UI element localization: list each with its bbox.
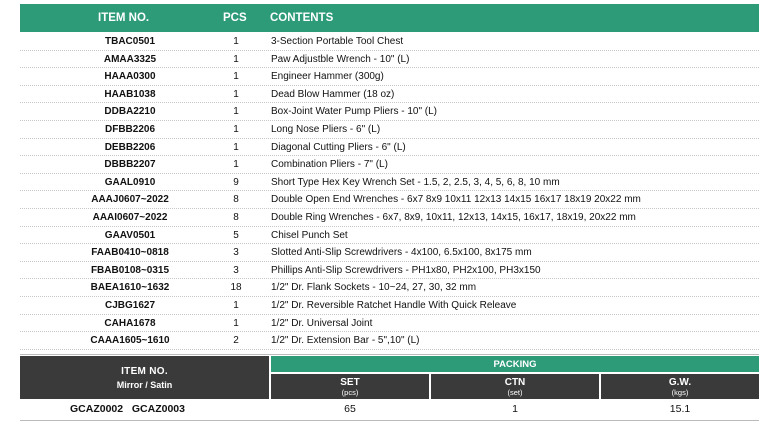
item-contents: Long Nose Pliers - 6" (L) (271, 124, 381, 135)
item-number: DEBB2206 (104, 141, 156, 153)
table-row (20, 332, 759, 350)
item-number: AAAI0607~2022 (92, 212, 168, 223)
item-contents: Paw Adjustble Wrench - 10" (L) (271, 53, 410, 65)
footer-item-header (20, 356, 269, 399)
gw-value: 15.1 (669, 403, 691, 415)
item-pcs: 1 (233, 300, 239, 311)
table-row (20, 174, 759, 192)
table-row (20, 227, 759, 245)
item-pcs: 8 (233, 194, 239, 206)
item-pcs: 1 (233, 124, 239, 135)
table-row (20, 191, 759, 209)
item-number: HAAA0300 (104, 71, 156, 83)
item-contents: 1/2" Dr. Extension Bar - 5",10" (L) (271, 335, 420, 347)
item-contents: Combination Pliers - 7" (L) (271, 159, 388, 171)
table-row (20, 156, 759, 174)
set-value: 65 (344, 403, 356, 415)
gw-unit: (kgs) (671, 388, 689, 397)
item-number: HAAB1038 (104, 88, 156, 100)
item-number: AMAA3325 (103, 53, 157, 65)
table-row (20, 33, 759, 51)
ctn-value: 1 (512, 403, 518, 415)
table-row (20, 51, 759, 69)
item-contents: 1/2" Dr. Flank Sockets - 10~24, 27, 30, 32 mm (271, 282, 477, 294)
item-pcs: 9 (233, 176, 239, 188)
item-pcs: 1 (233, 36, 239, 47)
table-row (20, 68, 759, 86)
table-divider (20, 354, 759, 355)
item-pcs: 1 (233, 317, 239, 329)
gw-label: G.W. (668, 377, 692, 388)
table-row (20, 209, 759, 227)
packing-header: PACKING (271, 356, 759, 372)
set-label: SET (340, 377, 360, 388)
footer-item-no-label: ITEM NO. (121, 366, 168, 377)
table-row (20, 86, 759, 104)
gw-column-header (601, 374, 759, 399)
table-row (20, 103, 759, 121)
header-contents: CONTENTS (270, 12, 334, 24)
item-contents: Engineer Hammer (300g) (271, 71, 384, 83)
item-contents: Double Ring Wrenches - 6x7, 8x9, 10x11, 12x13, 14x15, 16x17, 18x19, 20x22 mm (271, 212, 636, 223)
item-number: DFBB2206 (104, 124, 156, 135)
item-contents: 1/2" Dr. Universal Joint (271, 317, 373, 329)
item-number: TBAC0501 (104, 36, 156, 47)
header-pcs: PCS (223, 12, 247, 24)
item-number: DDBA2210 (104, 106, 156, 118)
item-pcs: 1 (233, 159, 239, 171)
item-contents: 3-Section Portable Tool Chest (271, 36, 404, 47)
item-pcs: 3 (233, 264, 239, 276)
item-number: CAAA1605~1610 (90, 335, 170, 347)
table-row (20, 244, 759, 262)
footer-finish-label: Mirror / Satin (116, 380, 173, 390)
ctn-column-header (431, 374, 599, 399)
table-row (20, 139, 759, 157)
ctn-unit: (set) (507, 388, 523, 397)
item-number: CAHA1678 (104, 317, 156, 329)
item-number: BAEA1610~1632 (90, 282, 170, 294)
item-pcs: 18 (230, 282, 242, 294)
item-number: DBBB2207 (104, 159, 156, 171)
item-number: FAAB0410~0818 (91, 247, 169, 259)
set-column-header (271, 374, 429, 399)
item-number: AAAJ0607~2022 (91, 194, 169, 206)
item-contents: Box-Joint Water Pump Pliers - 10" (L) (271, 106, 438, 118)
table-row (20, 297, 759, 315)
table-header (20, 4, 759, 32)
item-pcs: 1 (233, 88, 239, 100)
table-row (20, 315, 759, 333)
table-row (20, 121, 759, 139)
item-pcs: 1 (233, 106, 239, 118)
item-pcs: 8 (233, 212, 239, 223)
item-contents: Phillips Anti-Slip Screwdrivers - PH1x80, PH2x100, PH3x150 (271, 264, 541, 276)
item-contents: Chisel Punch Set (271, 229, 348, 241)
item-number: FBAB0108~0315 (90, 264, 170, 276)
item-number: GAAL0910 (104, 176, 156, 188)
item-contents: Diagonal Cutting Pliers - 6" (L) (271, 141, 406, 153)
item-contents: Dead Blow Hammer (18 oz) (271, 88, 395, 100)
table-row (20, 262, 759, 280)
bottom-divider (20, 420, 759, 421)
footer-item-values: GCAZ0002 GCAZ0003 (70, 403, 185, 415)
item-pcs: 3 (233, 247, 239, 259)
item-pcs: 2 (233, 335, 239, 347)
item-pcs: 1 (233, 53, 239, 65)
item-number: CJBG1627 (104, 300, 156, 311)
item-number: GAAV0501 (104, 229, 156, 241)
item-contents: Short Type Hex Key Wrench Set - 1.5, 2, 2.5, 3, 4, 5, 6, 8, 10 mm (271, 176, 560, 188)
item-contents: 1/2" Dr. Reversible Ratchet Handle With Quick Releave (271, 300, 517, 311)
ctn-label: CTN (504, 377, 526, 388)
item-pcs: 1 (233, 141, 239, 153)
table-row (20, 279, 759, 297)
item-pcs: 5 (233, 229, 239, 241)
header-item-no: ITEM NO. (98, 12, 150, 24)
item-contents: Slotted Anti-Slip Screwdrivers - 4x100, 6.5x100, 8x175 mm (271, 247, 532, 259)
item-pcs: 1 (233, 71, 239, 83)
set-unit: (pcs) (341, 388, 359, 397)
item-contents: Double Open End Wrenches - 6x7 8x9 10x11 12x13 14x15 16x17 18x19 20x22 mm (271, 194, 641, 206)
